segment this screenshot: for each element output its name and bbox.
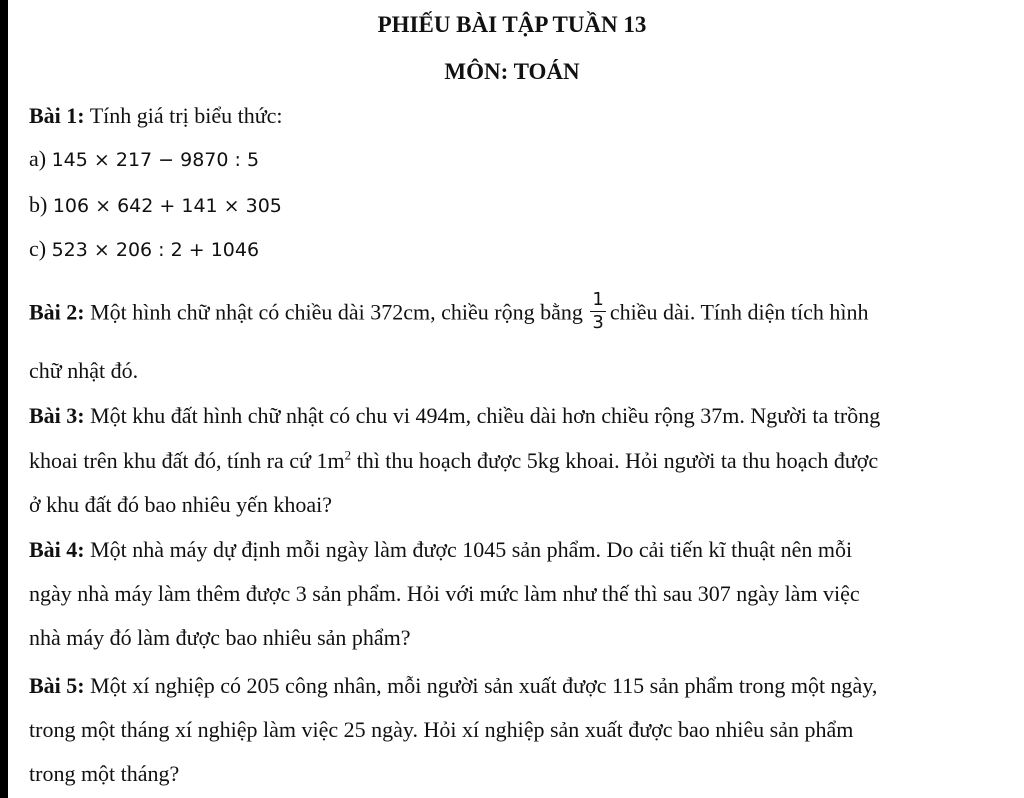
fraction-denominator: 3 [592, 312, 604, 333]
fraction-numerator: 1 [592, 289, 604, 310]
exercise-5-line-3: trong một tháng? [29, 761, 180, 786]
exercise-2-line-1 [29, 289, 869, 335]
fraction-one-third [590, 291, 605, 332]
exercise-5-line-1 [29, 675, 877, 697]
exercise-1-text: Tính giá trị biểu thức: [84, 103, 283, 128]
exercise-3-line-2 [29, 447, 879, 473]
item-prefix: c) [29, 236, 52, 261]
exercise-2-label: Bài 2: [29, 299, 85, 325]
expression: 145 × 217 − 9870 : 5 [51, 149, 260, 171]
exercise-1-label: Bài 1: [29, 103, 85, 128]
exercise-5-label: Bài 5: [29, 673, 85, 698]
item-prefix: a) [29, 146, 52, 171]
exercise-1-heading [29, 105, 283, 127]
exercise-2-text-after: chiều dài. Tính diện tích hình [609, 299, 869, 325]
exercise-4-label: Bài 4: [29, 537, 85, 562]
exercise-3-line-1 [29, 405, 880, 427]
subject-title: MÔN: TOÁN [444, 59, 580, 84]
exercise-3-line-3: ở khu đất đó bao nhiêu yến khoai? [29, 492, 333, 517]
exercise-2-line-2: chữ nhật đó. [29, 358, 139, 383]
exercise-1-item-b [29, 194, 282, 216]
exercise-5-line-2: trong một tháng xí nghiệp làm việc 25 ngày. Hỏi xí nghiệp sản xuất được bao nhiêu sản phẩm [29, 717, 854, 742]
exercise-1-item-a [29, 148, 259, 170]
expression: 523 × 206 : 2 + 1046 [51, 239, 260, 261]
superscript: 2 [344, 447, 352, 463]
exercise-4-line-3: nhà máy đó làm được bao nhiêu sản phẩm? [29, 625, 411, 650]
item-prefix: b) [29, 192, 53, 217]
exercise-2-text: Một hình chữ nhật có chiều dài 372cm, chiều rộng bằng [84, 299, 583, 325]
exercise-4-text: Một nhà máy dự định mỗi ngày làm được 1045 sản phẩm. Do cải tiến kĩ thuật nên mỗi [84, 537, 853, 562]
exercise-4-line-1 [29, 539, 852, 561]
worksheet-title: PHIẾU BÀI TẬP TUẦN 13 [377, 12, 647, 37]
exercise-3-text: Một khu đất hình chữ nhật có chu vi 494m, chiều dài hơn chiều rộng 37m. Người ta trồng [84, 403, 881, 428]
exercise-4-line-2: ngày nhà máy làm thêm được 3 sản phẩm. Hỏi với mức làm như thế thì sau 307 ngày làm việc [29, 581, 860, 606]
expression: 106 × 642 + 141 × 305 [52, 195, 282, 217]
exercise-5-text: Một xí nghiệp có 205 công nhân, mỗi người sản xuất được 115 sản phẩm trong một ngày, [84, 673, 878, 698]
exercise-3-label: Bài 3: [29, 403, 85, 428]
exercise-3-text: thì thu hoạch được 5kg khoai. Hỏi người ta thu hoạch được [351, 448, 879, 473]
exercise-3-text: khoai trên khu đất đó, tính ra cứ 1m [29, 448, 345, 473]
exercise-1-item-c [29, 238, 259, 260]
